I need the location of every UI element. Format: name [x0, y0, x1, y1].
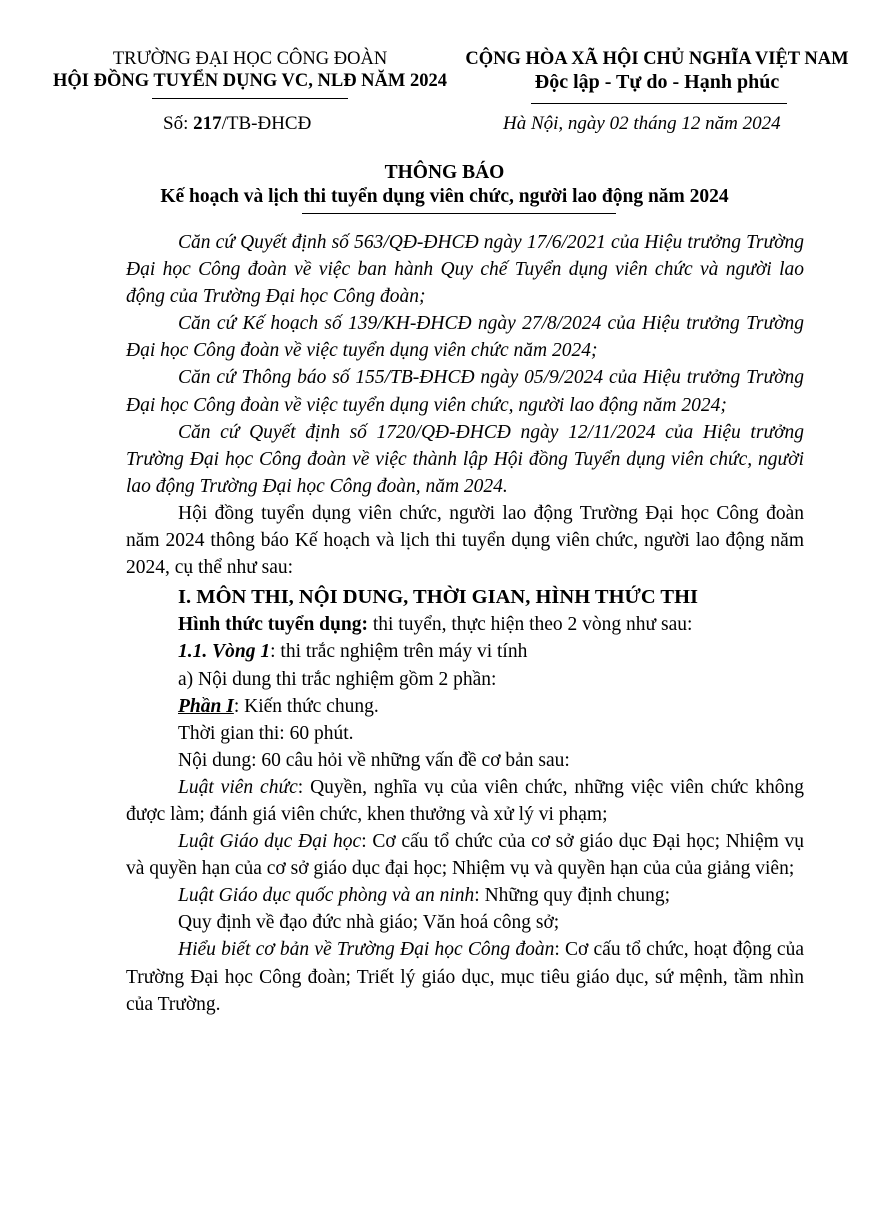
document-title: THÔNG BÁO — [384, 162, 505, 183]
exam-duration: Thời gian thi: 60 phút. — [178, 722, 354, 744]
topic-defense-education-law — [126, 882, 804, 909]
doc-no-prefix: Số: — [163, 113, 194, 134]
topic-label: Luật Giáo dục Đại học — [178, 831, 362, 853]
form-text: thi tuyển, thực hiện theo 2 vòng như sau: — [367, 614, 693, 636]
content-intro: Nội dung: 60 câu hỏi về những vấn đề cơ bản sau: — [178, 749, 570, 771]
legal-basis-3: Căn cứ Thông báo số 155/TB-ĐHCĐ ngày 05/9/2024 của Hiệu trưởng Trường Đại học Công đoàn về việc tuyển dụng viên chức, người lao động năm 2024; — [126, 367, 804, 416]
topic-university-knowledge — [126, 936, 804, 1017]
legal-basis-4: Căn cứ Quyết định số 1720/QĐ-ĐHCĐ ngày 12/11/2024 của Hiệu trưởng Trường Đại học Công đoàn về việc thành lập Hội đồng Tuyển dụng viên chức, người lao động Trường Đại học Công đoàn, năm 2024. — [126, 421, 804, 497]
national-motto — [462, 48, 852, 94]
motto: Độc lập - Tự do - Hạnh phúc — [534, 71, 780, 93]
doc-no-number: 217 — [193, 113, 222, 134]
part-1 — [126, 693, 804, 720]
title-divider — [302, 213, 616, 214]
recruitment-form — [126, 611, 804, 638]
legal-basis-2: Căn cứ Kế hoạch số 139/KH-ĐHCĐ ngày 27/8/2024 của Hiệu trưởng Trường Đại học Công đoàn về việc tuyển dụng viên chức năm 2024; — [126, 313, 804, 362]
issuing-organization — [40, 48, 460, 92]
topic-text: : Cơ cấu tổ chức, hoạt động của Trường Đại học Công đoàn; Triết lý giáo dục, mục tiêu giáo dục, sứ mệnh, tầm nhìn của Trường. — [126, 939, 804, 1015]
topic-label: Hiểu biết cơ bản về Trường Đại học Công đoàn — [178, 939, 555, 961]
header-right-divider — [531, 103, 787, 104]
part-1-label: Phần I — [178, 695, 234, 717]
part-1-text: : Kiến thức chung. — [233, 695, 379, 717]
document-number — [163, 113, 311, 135]
form-label: Hình thức tuyển dụng: — [178, 614, 368, 636]
round-1-text: : thi trắc nghiệm trên máy vi tính — [270, 641, 528, 663]
header-left-divider — [152, 98, 348, 99]
topic-text: Quy định về đạo đức nhà giáo; Văn hoá công sở; — [178, 912, 560, 934]
legal-basis-1: Căn cứ Quyết định số 563/QĐ-ĐHCĐ ngày 17/6/2021 của Hiệu trưởng Trường Đại học Công đoàn về việc ban hành Quy chế Tuyển dụng viên chức và người lao động của Trường Đại học Công đoàn; — [126, 232, 804, 308]
content-a: a) Nội dung thi trắc nghiệm gồm 2 phần: — [178, 668, 497, 690]
round-1 — [126, 638, 804, 665]
country-name: CỘNG HÒA XÃ HỘI CHỦ NGHĨA VIỆT NAM — [465, 49, 849, 69]
topic-label: Luật Giáo dục quốc phòng và an ninh — [178, 885, 475, 907]
topic-text: : Những quy định chung; — [474, 885, 671, 907]
round-1-label: 1.1. Vòng 1 — [178, 641, 271, 663]
document-body — [126, 229, 804, 1018]
topic-teacher-ethics — [126, 909, 804, 936]
intro-paragraph: Hội đồng tuyển dụng viên chức, người lao động Trường Đại học Công đoàn năm 2024 thông báo Kế hoạch và lịch thi tuyển dụng viên chức, người lao động năm 2024, cụ thể như sau: — [126, 502, 804, 579]
university-name: TRƯỜNG ĐẠI HỌC CÔNG ĐOÀN — [112, 49, 388, 69]
place-and-date: Hà Nội, ngày 02 tháng 12 năm 2024 — [503, 113, 781, 134]
doc-no-suffix: /TB-ĐHCĐ — [221, 113, 312, 134]
topic-higher-education-law — [126, 828, 804, 882]
document-subtitle: Kế hoạch và lịch thi tuyển dụng viên chức, người lao động năm 2024 — [160, 186, 729, 207]
topic-text: : Quyền, nghĩa vụ của viên chức, những việc viên chức không được làm; đánh giá viên chức, khen thưởng và xử lý vi phạm; — [126, 776, 804, 825]
council-name: HỘI ĐỒNG TUYỂN DỤNG VC, NLĐ NĂM 2024 — [52, 71, 447, 91]
topic-label: Luật viên chức — [178, 776, 298, 798]
section-heading: I. MÔN THI, NỘI DUNG, THỜI GIAN, HÌNH THỨC THI — [178, 586, 698, 609]
topic-text: : Cơ cấu tổ chức của cơ sở giáo dục Đại học; Nhiệm vụ và quyền hạn của cơ sở giáo dục đại học; Nhiệm vụ và quyền hạn của của giảng viên; — [126, 831, 804, 880]
topic-civil-servants-law — [126, 774, 804, 828]
